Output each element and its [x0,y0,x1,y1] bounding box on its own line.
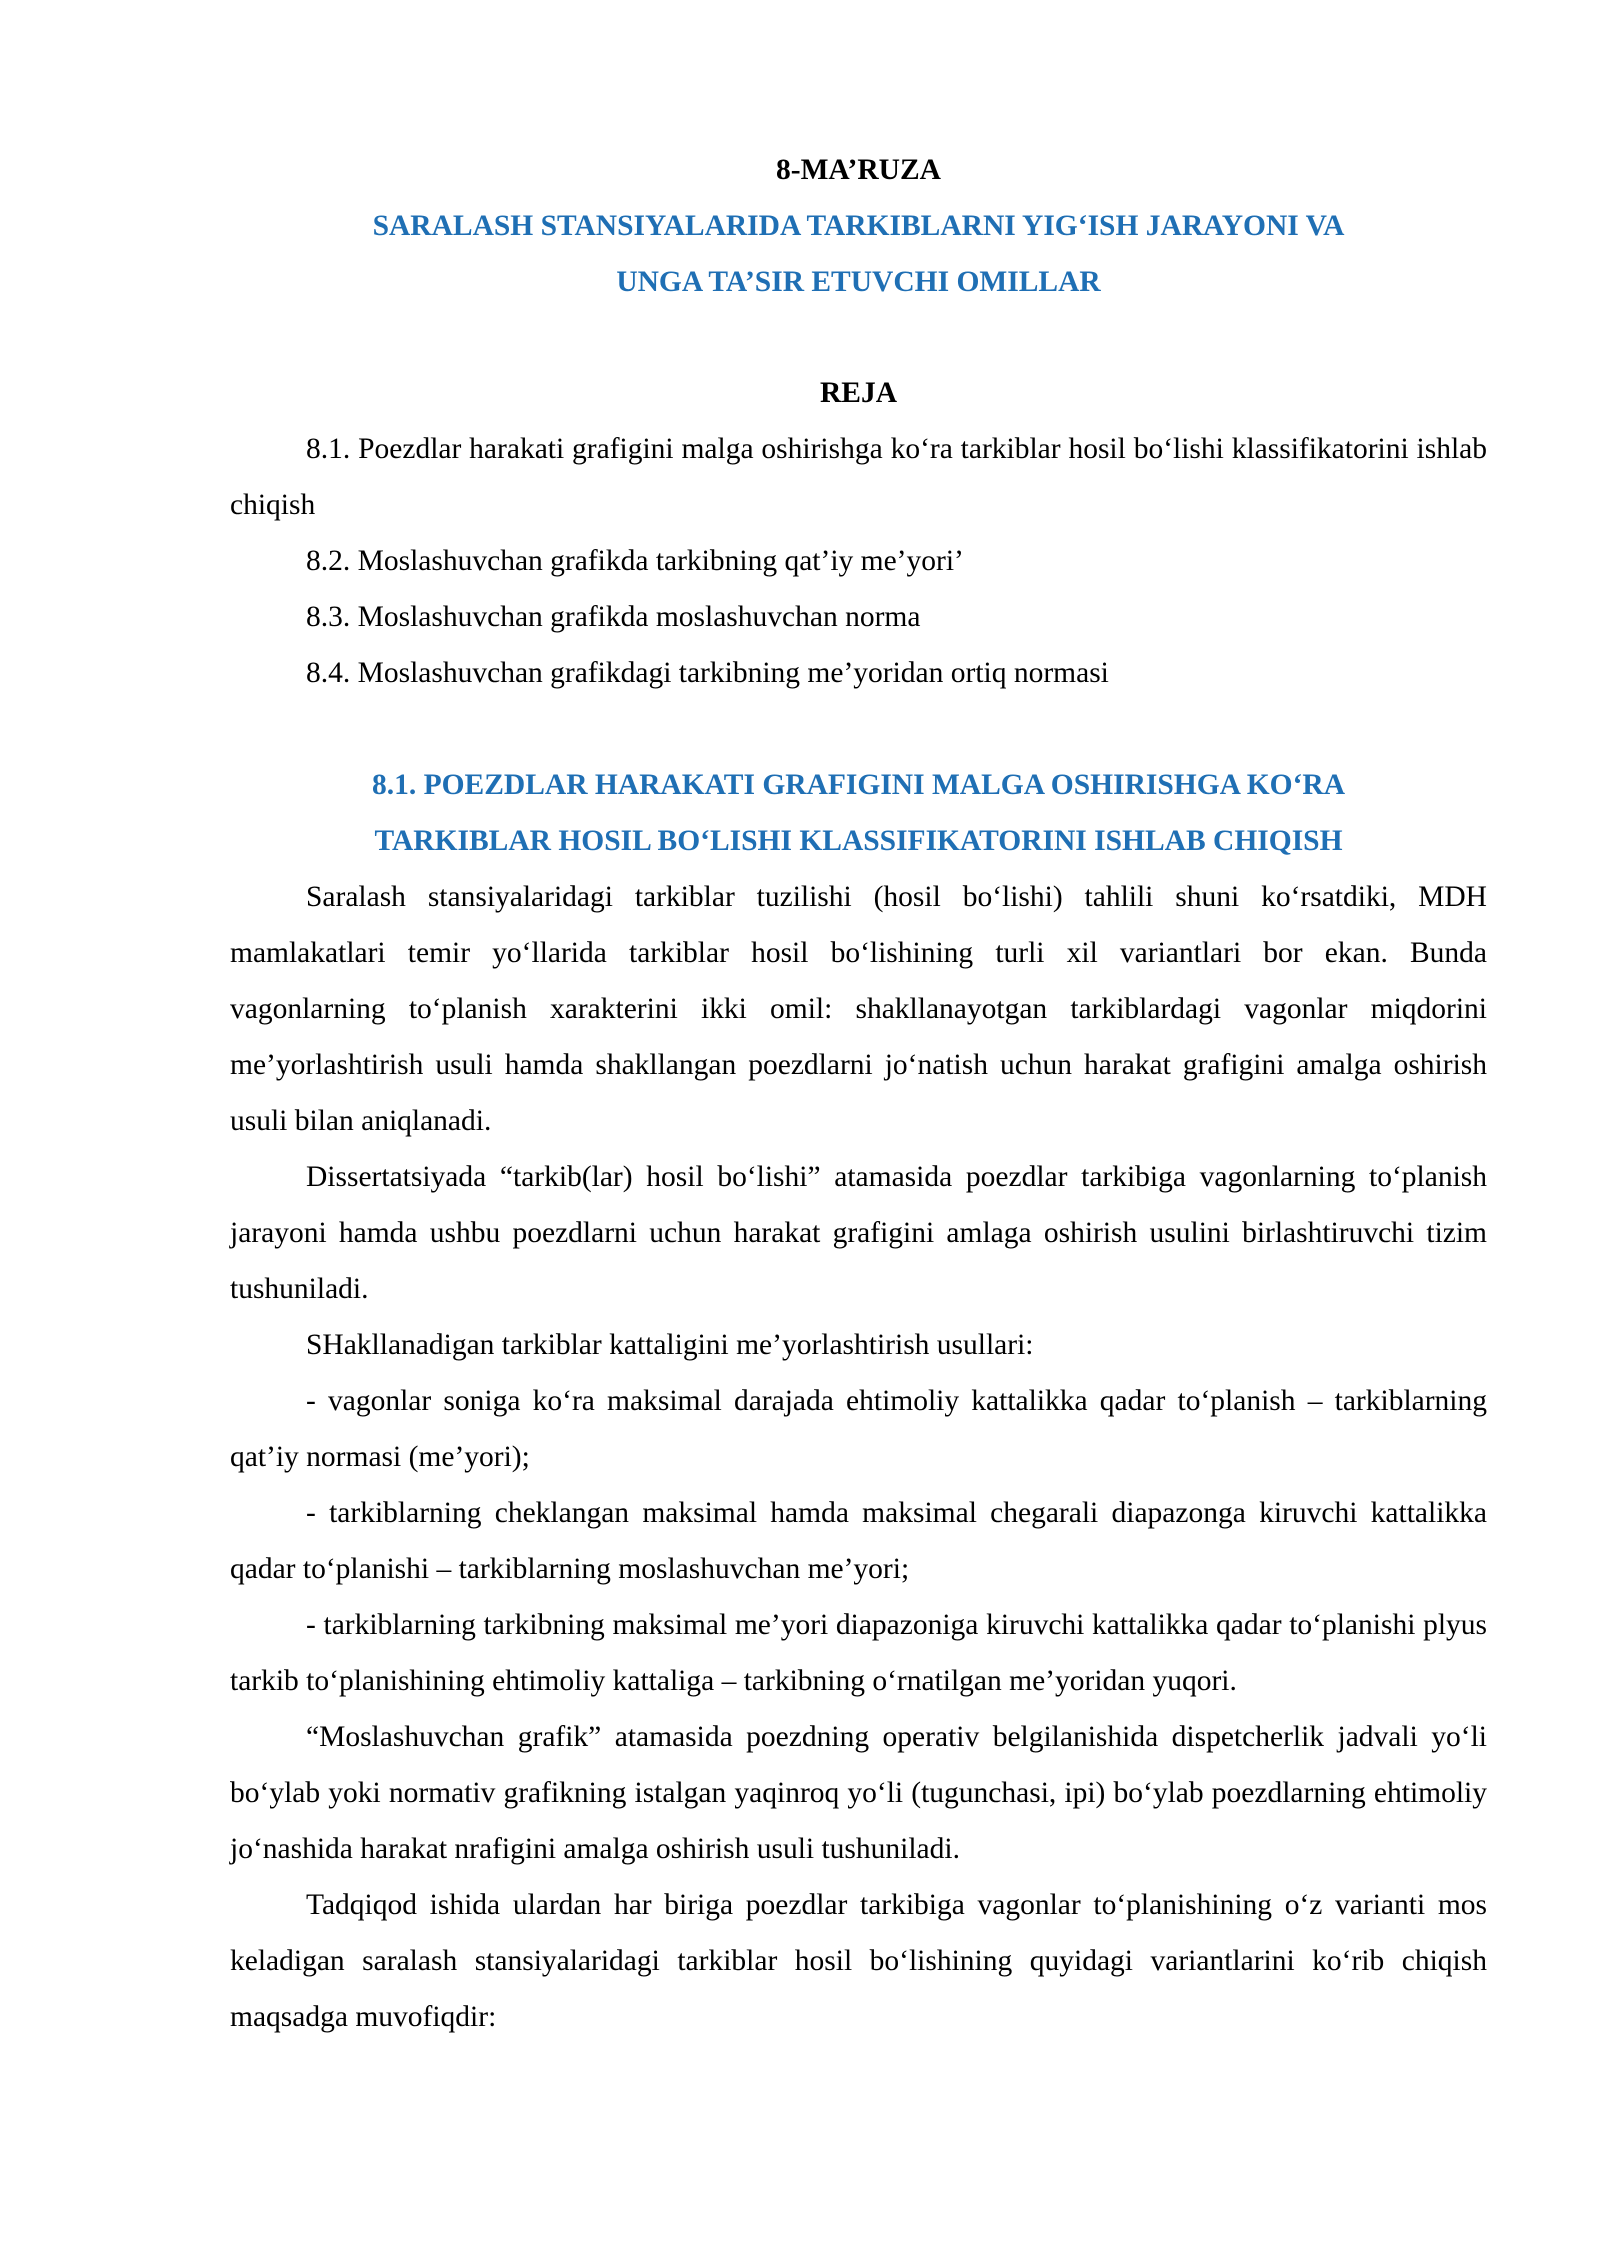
plan-heading: REJA [819,377,898,409]
plan-item: 8.3. Moslashuvchan grafikda moslashuvchan norma [306,601,921,633]
section-heading-line: TARKIBLAR HOSIL BO‘LISHI KLASSIFIKATORINI ISHLAB CHIQISH [374,825,1343,857]
section-heading-line: 8.1. POEZDLAR HARAKATI GRAFIGINI MALGA OSHIRISHGA KO‘RA [371,769,1346,801]
lecture-title-line: SARALASH STANSIYALARIDA TARKIBLARNI YIG‘ISH JARAYONI VA [372,210,1345,242]
body-paragraph: “Moslashuvchan grafik” atamasida poezdning operativ belgilanishida dispetcherlik jadvali yo‘li bo‘ylab yoki normativ grafikning istalgan yaqinroq yo‘li (tugunchasi, ipi) bo‘ylab poezdlarning ehtimoliy jo‘nashida harakat nrafigini amalga oshirish usuli tushuniladi. [230,1721,1487,1865]
lecture-title [230,198,1487,310]
plan-item: 8.1. Poezdlar harakati grafigini malga oshirishga ko‘ra tarkiblar hosil bo‘lishi klassifikatorini ishlab chiqish [230,433,1487,521]
document-page [230,142,1487,2045]
body-paragraph: - vagonlar soniga ko‘ra maksimal darajada ehtimoliy kattalikka qadar to‘planish – tarkiblarning qat’iy normasi (me’yori); [230,1385,1487,1473]
plan-item: 8.2. Moslashuvchan grafikda tarkibning qat’iy me’yori’ [306,545,964,577]
lecture-title-line: UNGA TA’SIR ETUVCHI OMILLAR [616,266,1101,298]
section-heading [230,757,1487,869]
body-paragraph: Dissertatsiyada “tarkib(lar) hosil bo‘lishi” atamasida poezdlar tarkibiga vagonlarning to‘planish jarayoni hamda ushbu poezdlarni uchun harakat grafigini amlaga oshirish usulini birlashtiruvchi tizim tushuniladi. [230,1161,1487,1305]
section-body [230,869,1487,2045]
body-paragraph: - tarkiblarning tarkibning maksimal me’yori diapazoniga kiruvchi kattalikka qadar to‘planishi plyus tarkib to‘planishining ehtimoliy kattaliga – tarkibning o‘rnatilgan me’yoridan yuqori. [230,1609,1487,1697]
plan-item: 8.4. Moslashuvchan grafikdagi tarkibning me’yoridan ortiq normasi [306,657,1109,689]
body-paragraph: SHakllanadigan tarkiblar kattaligini me’yorlashtirish usullari: [306,1329,1034,1361]
lecture-number: 8-MA’RUZA [776,154,941,186]
body-paragraph: Saralash stansiyalaridagi tarkiblar tuzilishi (hosil bo‘lishi) tahlili shuni ko‘rsatdiki, MDH mamlakatlari temir yo‘llarida tarkiblar hosil bo‘lishining turli xil variantlari bor ekan. Bunda vagonlarning to‘planish xarakterini ikki omil: shakllanayotgan tarkiblardagi vagonlar miqdorini me’yorlashtirish usuli hamda shakllangan poezdlarni jo‘natish uchun harakat grafigini amalga oshirish usuli bilan aniqlanadi. [230,881,1487,1137]
plan-list [230,421,1487,701]
body-paragraph: Tadqiqod ishida ulardan har biriga poezdlar tarkibiga vagonlar to‘planishining o‘z varianti mos keladigan saralash stansiyalaridagi tarkiblar hosil bo‘lishining quyidagi variantlarini ko‘rib chiqish maqsadga muvofiqdir: [230,1889,1487,2033]
body-paragraph: - tarkiblarning cheklangan maksimal hamda maksimal chegarali diapazonga kiruvchi kattalikka qadar to‘planishi – tarkiblarning moslashuvchan me’yori; [230,1497,1487,1585]
